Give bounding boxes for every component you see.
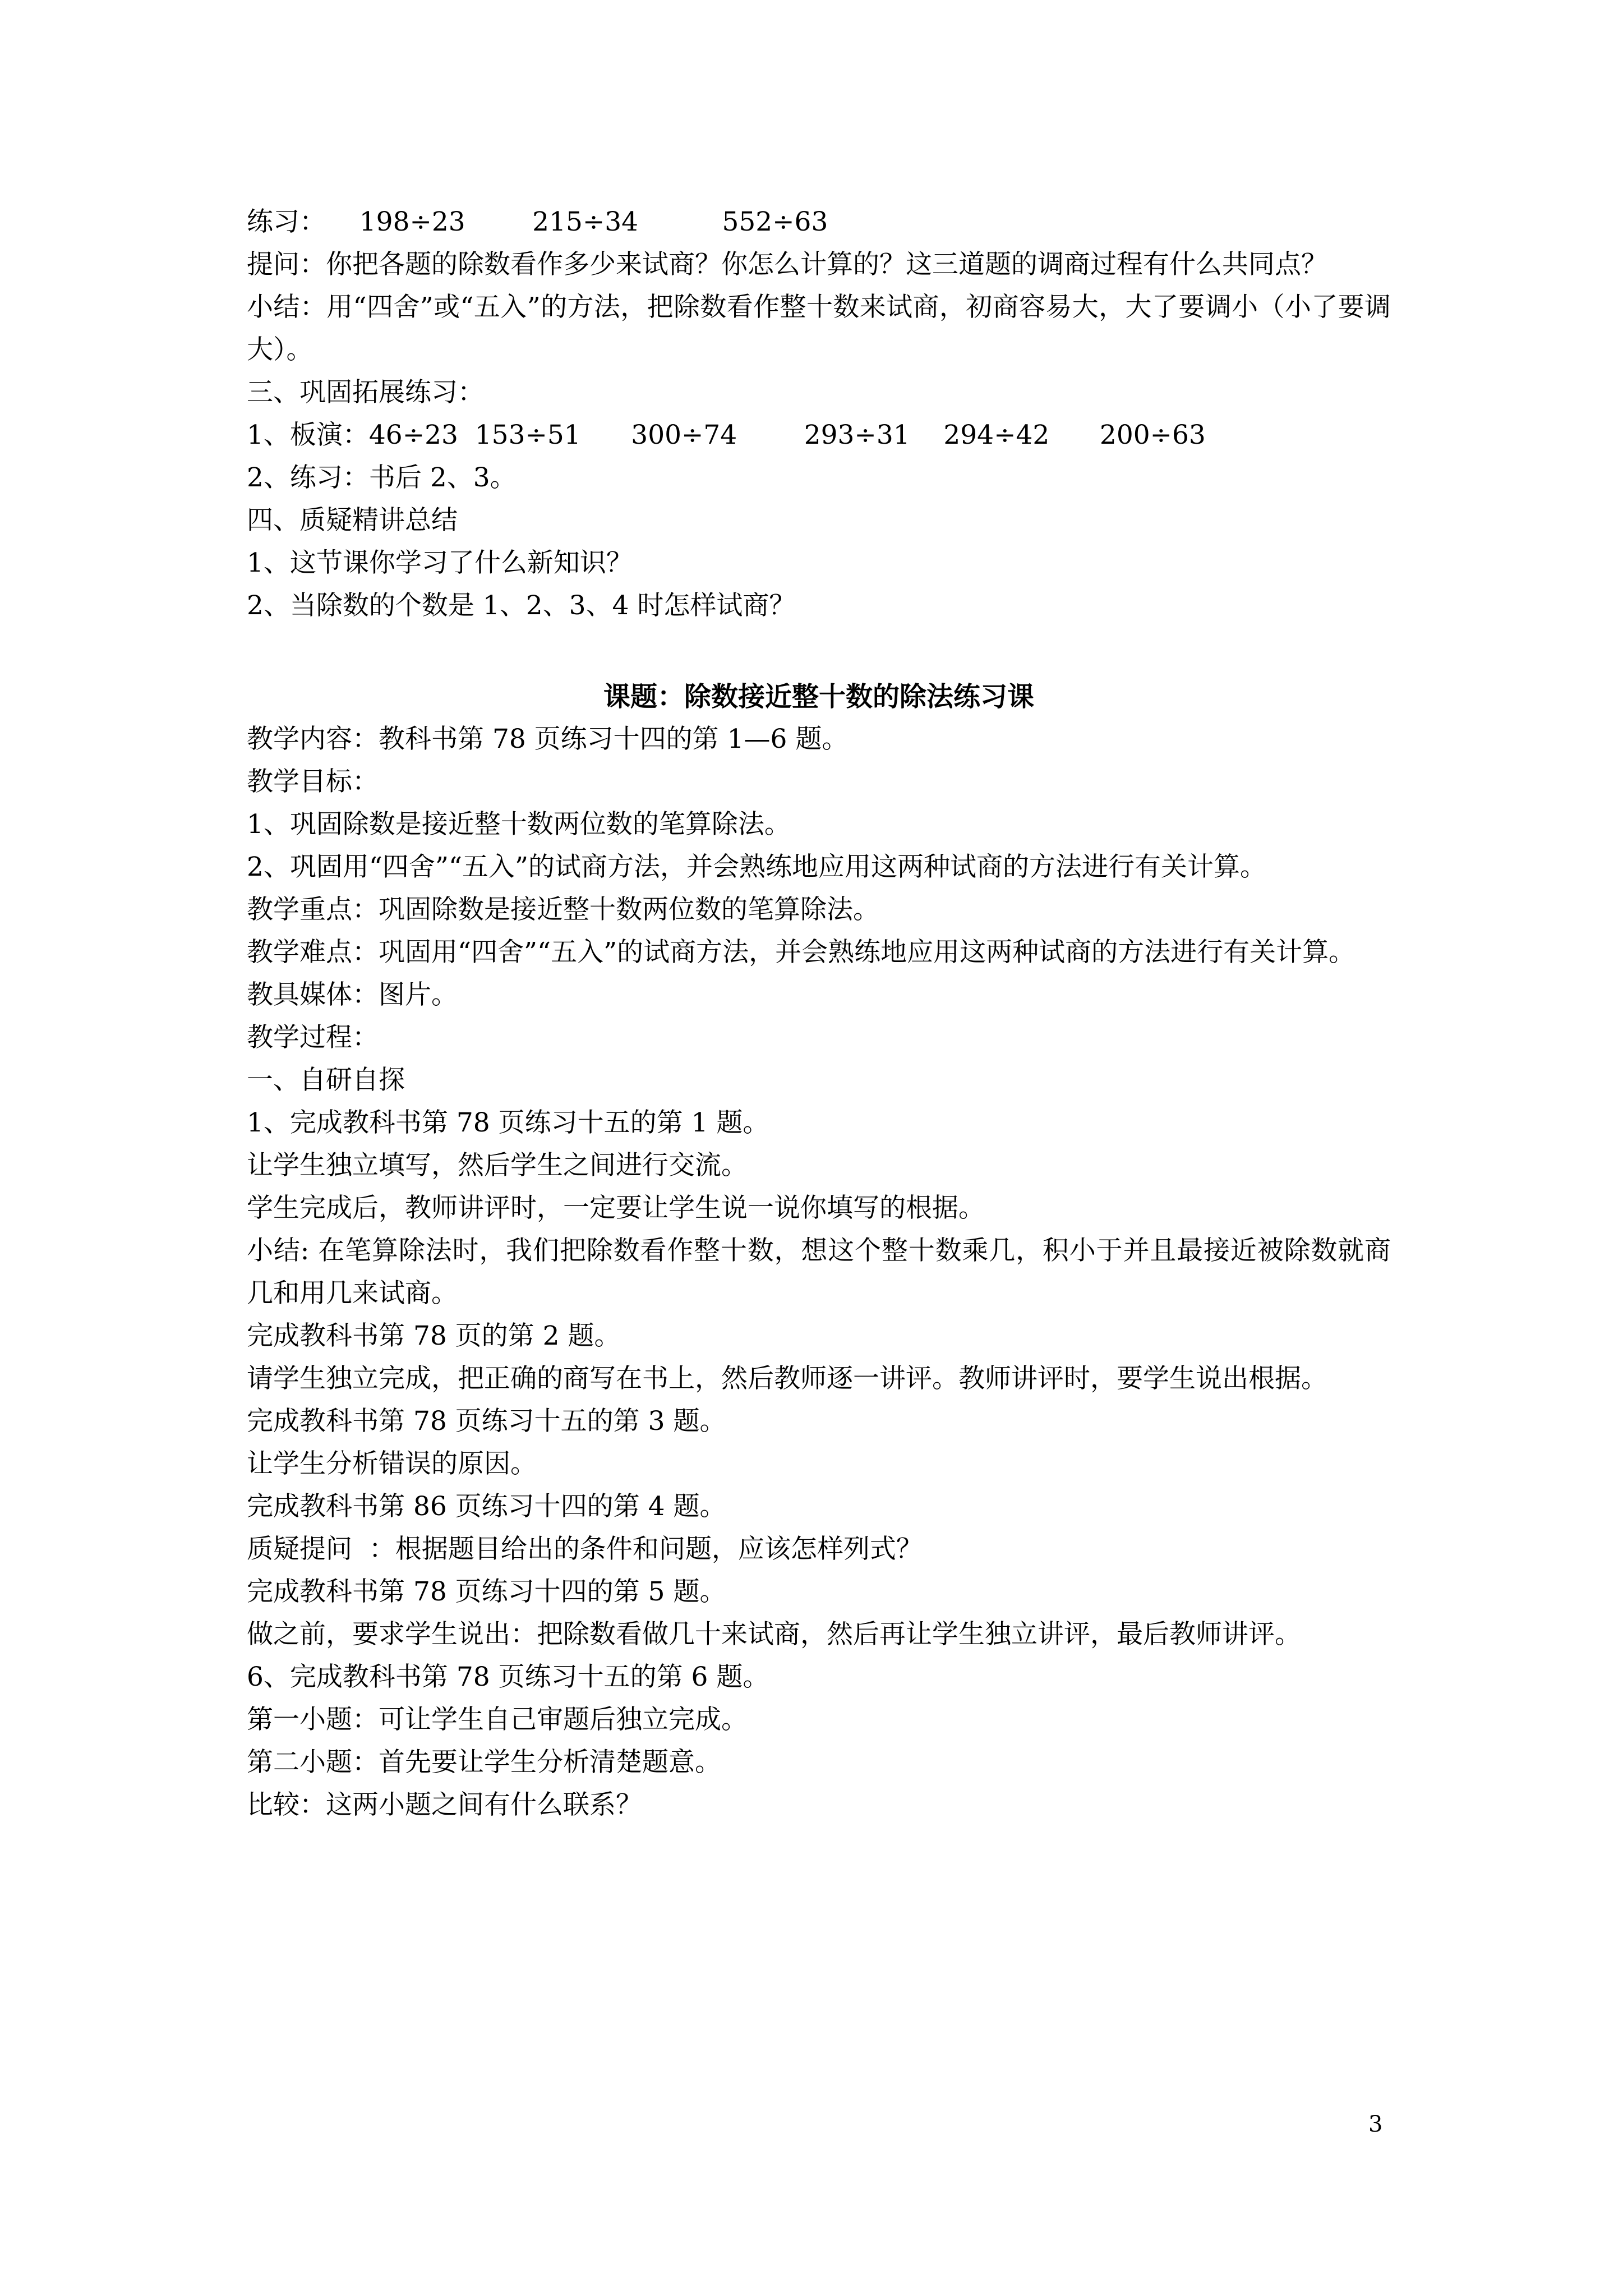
exercise-1: 1、完成教科书第 78 页练习十五的第 1 题。 — [247, 1107, 769, 1138]
teaching-goals-heading: 教学目标： — [247, 766, 379, 797]
exercise-6-part-2: 第二小题：首先要让学生分析清楚题意。 — [247, 1747, 721, 1778]
board-exercise-line: 1、板演：46÷23 153÷51 300÷74 293÷31 294÷42 200÷63 — [247, 420, 1206, 450]
exercise-2-note: 请学生独立完成，把正确的商写在书上，然后教师逐一讲评。教师讲评时，要学生说出根据。 — [247, 1363, 1327, 1394]
exercise-6: 6、完成教科书第 78 页练习十五的第 6 题。 — [247, 1662, 769, 1692]
page-number: 3 — [1368, 2111, 1383, 2137]
review-question-2: 2、当除数的个数是 1、2、3、4 时怎样试商？ — [247, 590, 796, 621]
exercise-1-summary: 小结: 在笔算除法时，我们把除数看作整十数，想这个整十数乘几，积小于并且最接近被除数就商几和用几来试商。 — [247, 1235, 1391, 1309]
exercise-3: 完成教科书第 78 页练习十五的第 3 题。 — [247, 1406, 726, 1437]
section-spacer — [247, 627, 1391, 675]
exercise-1-note-b: 学生完成后，教师讲评时，一定要让学生说一说你填写的根据。 — [247, 1193, 985, 1223]
teaching-difficulty: 教学难点：巩固用“四舍”“五入”的试商方法，并会熟练地应用这两种试商的方法进行有关计算。 — [247, 937, 1355, 968]
teaching-content: 教学内容：教科书第 78 页练习十四的第 1—6 题。 — [247, 724, 849, 754]
section-heading-1: 一、自研自探 — [247, 1065, 405, 1096]
section-heading-4: 四、质疑精讲总结 — [247, 505, 458, 536]
goal-2: 2、巩固用“四舍”“五入”的试商方法，并会熟练地应用这两种试商的方法进行有关计算。 — [247, 852, 1267, 882]
exercise-2: 完成教科书第 78 页的第 2 题。 — [247, 1320, 621, 1351]
question-paragraph: 提问：你把各题的除数看作多少来试商？你怎么计算的？这三道题的调商过程有什么共同点？ — [247, 249, 1327, 280]
exercise-5: 完成教科书第 78 页练习十四的第 5 题。 — [247, 1576, 726, 1607]
homework-line: 2、练习：书后 2、3。 — [247, 462, 517, 493]
teaching-media: 教具媒体：图片。 — [247, 979, 458, 1010]
teaching-process-heading: 教学过程： — [247, 1022, 379, 1053]
summary-paragraph: 小结：用“四舍”或“五入”的方法，把除数看作整十数来试商，初商容易大，大了要调小（小了要调大）。 — [247, 292, 1391, 365]
exercise-6-part-1: 第一小题：可让学生自己审题后独立完成。 — [247, 1704, 748, 1735]
exercise-4: 完成教科书第 86 页练习十四的第 4 题。 — [247, 1491, 726, 1522]
exercise-5-note: 做之前，要求学生说出：把除数看做几十来试商，然后再让学生独立讲评，最后教师讲评。 — [247, 1619, 1301, 1650]
practice-line: 练习： 198÷23 215÷34 552÷63 — [247, 206, 828, 237]
teaching-focus: 教学重点：巩固除数是接近整十数两位数的笔算除法。 — [247, 894, 879, 925]
review-question-1: 1、这节课你学习了什么新知识？ — [247, 547, 633, 578]
exercise-3-note: 让学生分析错误的原因。 — [247, 1448, 537, 1479]
lesson-title: 课题：除数接近整十数的除法练习课 — [603, 681, 1034, 712]
exercise-1-note-a: 让学生独立填写，然后学生之间进行交流。 — [247, 1150, 748, 1181]
exercise-6-compare: 比较：这两小题之间有什么联系？ — [247, 1789, 642, 1820]
goal-1: 1、巩固除数是接近整十数两位数的笔算除法。 — [247, 809, 791, 840]
exercise-4-question: 质疑提问 ：根据题目给出的条件和问题，应该怎样列式？ — [247, 1534, 923, 1565]
section-heading-3: 三、巩固拓展练习： — [247, 377, 484, 408]
page-content — [247, 201, 1391, 1826]
